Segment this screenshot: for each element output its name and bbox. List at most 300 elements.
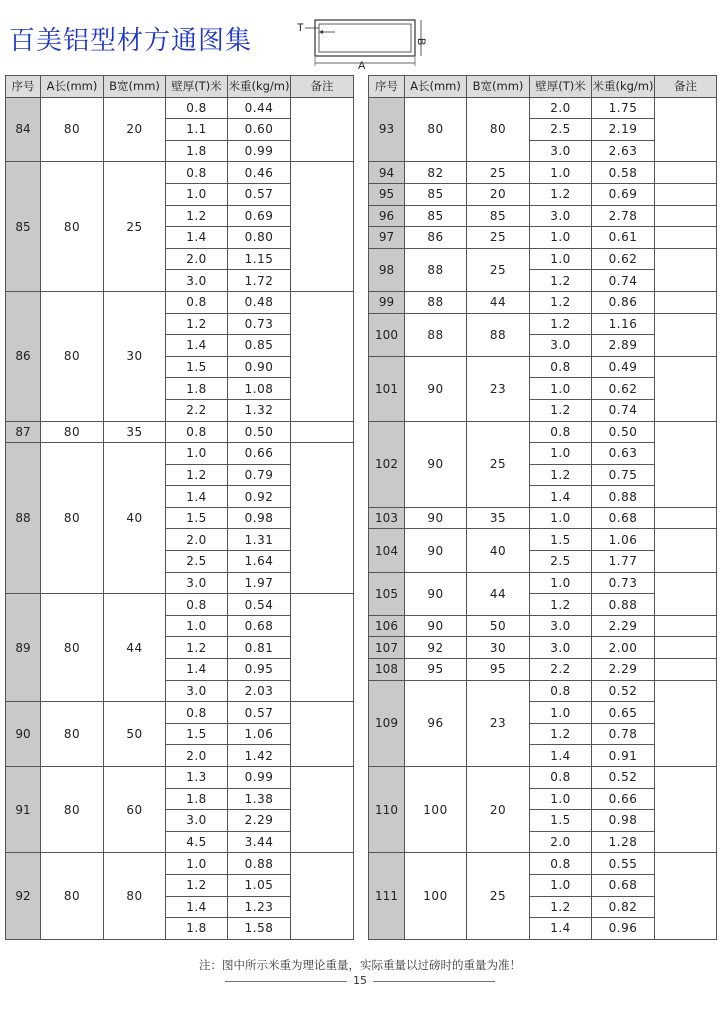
cell-thickness: 0.8 <box>166 421 228 443</box>
cell-weight: 0.69 <box>592 183 655 205</box>
cell-thickness: 1.2 <box>530 464 592 486</box>
cell-weight: 2.29 <box>592 615 655 637</box>
cell-weight: 1.77 <box>592 551 655 573</box>
cell-seq: 96 <box>369 205 405 227</box>
table-left-wrap <box>5 75 354 940</box>
header-weight: 米重(kg/m) <box>228 76 291 98</box>
cell-weight: 0.99 <box>228 140 291 162</box>
cell-a-length: 80 <box>41 767 104 853</box>
cell-weight: 2.03 <box>228 680 291 702</box>
cell-weight: 0.68 <box>228 615 291 637</box>
header-b-width: B宽(mm) <box>467 76 530 98</box>
cell-b-width: 44 <box>467 572 530 615</box>
cell-weight: 0.52 <box>592 767 655 789</box>
cell-remarks <box>655 615 717 637</box>
cell-remarks <box>655 248 717 291</box>
cell-thickness: 1.2 <box>530 183 592 205</box>
cell-thickness: 0.8 <box>166 702 228 724</box>
table-row <box>6 291 354 313</box>
header-weight: 米重(kg/m) <box>592 76 655 98</box>
cell-seq: 103 <box>369 507 405 529</box>
cell-weight: 0.68 <box>592 507 655 529</box>
table-row <box>369 421 717 443</box>
cell-thickness: 1.0 <box>530 162 592 184</box>
cell-weight: 0.66 <box>228 443 291 465</box>
cell-thickness: 2.0 <box>166 248 228 270</box>
cell-a-length: 88 <box>405 313 467 356</box>
cell-thickness: 3.0 <box>530 615 592 637</box>
cell-weight: 1.38 <box>228 788 291 810</box>
cell-b-width: 25 <box>104 162 166 292</box>
cell-thickness: 1.4 <box>530 745 592 767</box>
cell-thickness: 1.2 <box>166 874 228 896</box>
cell-thickness: 1.0 <box>530 507 592 529</box>
cell-seq: 92 <box>6 853 41 939</box>
cell-thickness: 1.2 <box>166 464 228 486</box>
cell-weight: 0.80 <box>228 227 291 249</box>
cell-seq: 98 <box>369 248 405 291</box>
cell-a-length: 90 <box>405 356 467 421</box>
cell-weight: 1.06 <box>592 529 655 551</box>
cell-weight: 0.85 <box>228 335 291 357</box>
cell-thickness: 1.4 <box>530 486 592 508</box>
cell-b-width: 30 <box>467 637 530 659</box>
cell-thickness: 1.2 <box>530 896 592 918</box>
table-header-row <box>6 76 354 98</box>
cell-weight: 0.78 <box>592 723 655 745</box>
cell-remarks <box>655 313 717 356</box>
cell-weight: 0.54 <box>228 594 291 616</box>
cell-thickness: 1.2 <box>530 399 592 421</box>
cell-a-length: 80 <box>41 162 104 292</box>
cell-thickness: 1.0 <box>166 443 228 465</box>
table-row <box>6 767 354 789</box>
table-row <box>6 443 354 465</box>
table-row <box>369 637 717 659</box>
cell-weight: 0.96 <box>592 918 655 940</box>
cell-weight: 0.68 <box>592 874 655 896</box>
page-rule-right <box>373 981 495 982</box>
header-remarks: 备注 <box>291 76 354 98</box>
cell-weight: 0.49 <box>592 356 655 378</box>
cell-thickness: 0.8 <box>166 162 228 184</box>
cell-weight: 0.57 <box>228 702 291 724</box>
cell-seq: 87 <box>6 421 41 443</box>
cell-weight: 1.05 <box>228 874 291 896</box>
page-number: 15 <box>353 974 367 987</box>
cell-remarks <box>291 702 354 767</box>
cell-thickness: 0.8 <box>530 356 592 378</box>
cell-thickness: 1.4 <box>166 227 228 249</box>
cell-b-width: 25 <box>467 421 530 507</box>
table-row <box>6 162 354 184</box>
table-row <box>6 421 354 443</box>
cell-seq: 99 <box>369 291 405 313</box>
cell-thickness: 1.2 <box>166 205 228 227</box>
cell-thickness: 1.0 <box>530 227 592 249</box>
cell-a-length: 95 <box>405 659 467 681</box>
cell-thickness: 3.0 <box>166 270 228 292</box>
cell-seq: 86 <box>6 291 41 421</box>
table-row <box>369 507 717 529</box>
cell-b-width: 35 <box>467 507 530 529</box>
cell-weight: 0.60 <box>228 119 291 141</box>
cell-seq: 97 <box>369 227 405 249</box>
cell-seq: 88 <box>6 443 41 594</box>
cell-weight: 0.69 <box>228 205 291 227</box>
cell-thickness: 1.0 <box>530 378 592 400</box>
cell-seq: 85 <box>6 162 41 292</box>
cell-remarks <box>655 162 717 184</box>
cell-weight: 0.99 <box>228 767 291 789</box>
cell-thickness: 1.5 <box>166 356 228 378</box>
cell-thickness: 1.0 <box>166 183 228 205</box>
cell-weight: 1.42 <box>228 745 291 767</box>
table-row <box>369 572 717 594</box>
page-rule-left <box>225 981 347 982</box>
cell-a-length: 85 <box>405 183 467 205</box>
header-thickness: 壁厚(T)米 <box>166 76 228 98</box>
cell-weight: 2.19 <box>592 119 655 141</box>
cell-b-width: 30 <box>104 291 166 421</box>
cell-a-length: 90 <box>405 615 467 637</box>
cell-remarks <box>291 421 354 443</box>
cell-b-width: 60 <box>104 767 166 853</box>
header-remarks: 备注 <box>655 76 717 98</box>
cell-weight: 0.90 <box>228 356 291 378</box>
cell-weight: 0.98 <box>592 810 655 832</box>
cell-thickness: 1.0 <box>530 702 592 724</box>
cell-seq: 90 <box>6 702 41 767</box>
cell-b-width: 40 <box>104 443 166 594</box>
cell-b-width: 25 <box>467 162 530 184</box>
cell-thickness: 2.2 <box>166 399 228 421</box>
cell-thickness: 1.0 <box>530 248 592 270</box>
cell-weight: 2.29 <box>592 659 655 681</box>
cell-remarks <box>655 529 717 572</box>
cell-remarks <box>655 853 717 939</box>
cell-weight: 0.63 <box>592 443 655 465</box>
cell-thickness: 2.0 <box>530 97 592 119</box>
cell-thickness: 1.2 <box>166 637 228 659</box>
cell-thickness: 1.2 <box>166 313 228 335</box>
cell-b-width: 20 <box>467 183 530 205</box>
cell-a-length: 90 <box>405 421 467 507</box>
cell-a-length: 82 <box>405 162 467 184</box>
cell-a-length: 100 <box>405 767 467 853</box>
cell-thickness: 1.5 <box>166 723 228 745</box>
cell-weight: 1.28 <box>592 831 655 853</box>
cell-a-length: 80 <box>41 853 104 939</box>
cell-thickness: 0.8 <box>530 421 592 443</box>
cell-weight: 1.06 <box>228 723 291 745</box>
cell-thickness: 1.1 <box>166 119 228 141</box>
cell-remarks <box>655 97 717 162</box>
cell-thickness: 2.2 <box>530 659 592 681</box>
cell-seq: 107 <box>369 637 405 659</box>
cell-weight: 1.97 <box>228 572 291 594</box>
cell-a-length: 90 <box>405 507 467 529</box>
cell-remarks <box>291 594 354 702</box>
header-seq: 序号 <box>369 76 405 98</box>
table-row <box>369 291 717 313</box>
table-row <box>369 227 717 249</box>
profile-diagram <box>290 14 430 70</box>
cell-a-length: 80 <box>41 421 104 443</box>
b-label: B <box>415 38 427 46</box>
cell-weight: 1.75 <box>592 97 655 119</box>
table-row <box>369 853 717 875</box>
cell-weight: 2.29 <box>228 810 291 832</box>
cell-thickness: 1.4 <box>166 335 228 357</box>
cell-b-width: 23 <box>467 356 530 421</box>
cell-seq: 106 <box>369 615 405 637</box>
cell-a-length: 80 <box>41 702 104 767</box>
cell-weight: 0.46 <box>228 162 291 184</box>
cell-thickness: 1.0 <box>166 615 228 637</box>
cell-b-width: 88 <box>467 313 530 356</box>
cell-b-width: 85 <box>467 205 530 227</box>
cell-weight: 0.88 <box>228 853 291 875</box>
cell-weight: 0.50 <box>228 421 291 443</box>
cell-seq: 89 <box>6 594 41 702</box>
table-row <box>369 97 717 119</box>
cell-weight: 3.44 <box>228 831 291 853</box>
cell-b-width: 50 <box>104 702 166 767</box>
table-right-wrap <box>368 75 717 940</box>
cell-weight: 0.58 <box>592 162 655 184</box>
cell-weight: 0.44 <box>228 97 291 119</box>
header-b-width: B宽(mm) <box>104 76 166 98</box>
cell-thickness: 0.8 <box>530 680 592 702</box>
cell-thickness: 1.8 <box>166 378 228 400</box>
table-row <box>6 594 354 616</box>
table-row <box>369 659 717 681</box>
cell-a-length: 80 <box>41 97 104 162</box>
footnote: 注：图中所示米重为理论重量，实际重量以过磅时的重量为准！ <box>199 958 521 972</box>
table-row <box>369 183 717 205</box>
cell-weight: 0.52 <box>592 680 655 702</box>
cell-a-length: 96 <box>405 680 467 766</box>
cell-weight: 0.48 <box>228 291 291 313</box>
cell-weight: 2.00 <box>592 637 655 659</box>
t-arrow-head <box>319 30 323 34</box>
cell-seq: 110 <box>369 767 405 853</box>
cell-weight: 2.63 <box>592 140 655 162</box>
a-label: A <box>358 60 366 70</box>
cell-remarks <box>655 637 717 659</box>
cell-seq: 95 <box>369 183 405 205</box>
cell-a-length: 90 <box>405 529 467 572</box>
cell-seq: 100 <box>369 313 405 356</box>
cell-remarks <box>655 227 717 249</box>
cell-thickness: 1.3 <box>166 767 228 789</box>
cell-weight: 0.65 <box>592 702 655 724</box>
cell-remarks <box>655 572 717 615</box>
cell-weight: 0.98 <box>228 507 291 529</box>
profile-outer <box>315 20 415 56</box>
cell-weight: 0.73 <box>228 313 291 335</box>
cell-weight: 0.91 <box>592 745 655 767</box>
cell-b-width: 95 <box>467 659 530 681</box>
cell-thickness: 2.0 <box>166 529 228 551</box>
cell-weight: 1.58 <box>228 918 291 940</box>
cell-thickness: 1.0 <box>530 874 592 896</box>
header-seq: 序号 <box>6 76 41 98</box>
cell-weight: 0.61 <box>592 227 655 249</box>
cell-remarks <box>291 97 354 162</box>
cell-weight: 0.62 <box>592 248 655 270</box>
cell-thickness: 3.0 <box>166 680 228 702</box>
cell-thickness: 0.8 <box>166 291 228 313</box>
cell-a-length: 100 <box>405 853 467 939</box>
cell-weight: 1.32 <box>228 399 291 421</box>
cell-seq: 101 <box>369 356 405 421</box>
cell-a-length: 80 <box>41 594 104 702</box>
cell-thickness: 1.5 <box>166 507 228 529</box>
cell-a-length: 92 <box>405 637 467 659</box>
cell-seq: 84 <box>6 97 41 162</box>
cell-thickness: 1.4 <box>166 896 228 918</box>
cell-thickness: 3.0 <box>530 205 592 227</box>
cell-b-width: 40 <box>467 529 530 572</box>
table-header-row <box>369 76 717 98</box>
cell-b-width: 44 <box>104 594 166 702</box>
cell-b-width: 50 <box>467 615 530 637</box>
cell-weight: 0.74 <box>592 270 655 292</box>
cell-weight: 0.88 <box>592 594 655 616</box>
cell-remarks <box>655 291 717 313</box>
cell-thickness: 0.8 <box>166 594 228 616</box>
cell-remarks <box>291 767 354 853</box>
cell-remarks <box>291 291 354 421</box>
cell-weight: 1.08 <box>228 378 291 400</box>
cell-thickness: 0.8 <box>530 853 592 875</box>
cell-thickness: 2.5 <box>530 551 592 573</box>
table-row <box>369 313 717 335</box>
cell-remarks <box>655 767 717 853</box>
cell-weight: 1.64 <box>228 551 291 573</box>
cell-seq: 111 <box>369 853 405 939</box>
cell-weight: 2.78 <box>592 205 655 227</box>
cell-thickness: 3.0 <box>166 810 228 832</box>
cell-thickness: 2.0 <box>166 745 228 767</box>
cell-thickness: 0.8 <box>166 97 228 119</box>
cell-weight: 0.88 <box>592 486 655 508</box>
table-row <box>369 615 717 637</box>
cell-a-length: 88 <box>405 291 467 313</box>
cell-weight: 0.79 <box>228 464 291 486</box>
header-a-length: A长(mm) <box>41 76 104 98</box>
cell-weight: 0.55 <box>592 853 655 875</box>
cell-weight: 0.95 <box>228 659 291 681</box>
cell-thickness: 1.2 <box>530 291 592 313</box>
cell-thickness: 3.0 <box>530 335 592 357</box>
cell-thickness: 1.4 <box>530 918 592 940</box>
cell-seq: 93 <box>369 97 405 162</box>
cell-a-length: 80 <box>41 443 104 594</box>
cell-a-length: 90 <box>405 572 467 615</box>
table-row <box>369 356 717 378</box>
table-row <box>369 680 717 702</box>
table-body-right <box>369 97 717 939</box>
cell-b-width: 80 <box>104 853 166 939</box>
cell-remarks <box>291 853 354 939</box>
cell-thickness: 3.0 <box>530 637 592 659</box>
cell-thickness: 4.5 <box>166 831 228 853</box>
table-row <box>6 702 354 724</box>
cell-thickness: 1.2 <box>530 594 592 616</box>
cell-weight: 0.62 <box>592 378 655 400</box>
cell-thickness: 1.0 <box>166 853 228 875</box>
cell-seq: 109 <box>369 680 405 766</box>
cell-a-length: 88 <box>405 248 467 291</box>
cell-thickness: 1.2 <box>530 270 592 292</box>
cell-a-length: 85 <box>405 205 467 227</box>
cell-remarks <box>655 356 717 421</box>
cell-remarks <box>655 421 717 507</box>
cell-thickness: 1.2 <box>530 313 592 335</box>
cell-seq: 91 <box>6 767 41 853</box>
cell-a-length: 86 <box>405 227 467 249</box>
cell-thickness: 1.5 <box>530 529 592 551</box>
cell-thickness: 1.0 <box>530 788 592 810</box>
table-body-left <box>6 97 354 939</box>
cell-thickness: 1.2 <box>530 723 592 745</box>
cell-thickness: 1.8 <box>166 918 228 940</box>
header-a-length: A长(mm) <box>405 76 467 98</box>
cell-b-width: 44 <box>467 291 530 313</box>
cell-remarks <box>655 183 717 205</box>
cell-b-width: 25 <box>467 248 530 291</box>
cell-a-length: 80 <box>405 97 467 162</box>
table-row <box>369 205 717 227</box>
cell-seq: 104 <box>369 529 405 572</box>
page-number-line <box>0 974 720 987</box>
cell-weight: 1.15 <box>228 248 291 270</box>
cell-weight: 0.73 <box>592 572 655 594</box>
cell-remarks <box>291 162 354 292</box>
cell-thickness: 3.0 <box>530 140 592 162</box>
cell-weight: 1.72 <box>228 270 291 292</box>
cell-weight: 0.66 <box>592 788 655 810</box>
cell-weight: 2.89 <box>592 335 655 357</box>
cell-weight: 1.31 <box>228 529 291 551</box>
table-row <box>369 248 717 270</box>
cell-thickness: 0.8 <box>530 767 592 789</box>
page-title: 百美铝型材方通图集 <box>9 26 253 56</box>
cell-thickness: 1.8 <box>166 788 228 810</box>
cell-thickness: 2.0 <box>530 831 592 853</box>
cell-b-width: 20 <box>104 97 166 162</box>
cell-weight: 0.82 <box>592 896 655 918</box>
cell-a-length: 80 <box>41 291 104 421</box>
cell-weight: 0.81 <box>228 637 291 659</box>
cell-thickness: 1.4 <box>166 659 228 681</box>
cell-seq: 105 <box>369 572 405 615</box>
cell-weight: 1.16 <box>592 313 655 335</box>
table-row <box>369 529 717 551</box>
cell-b-width: 35 <box>104 421 166 443</box>
cell-remarks <box>291 443 354 594</box>
cell-thickness: 2.5 <box>166 551 228 573</box>
profile-inner <box>319 24 411 52</box>
t-label: T <box>297 22 304 34</box>
cell-b-width: 80 <box>467 97 530 162</box>
spec-table-left <box>5 75 354 940</box>
spec-table-right <box>368 75 717 940</box>
cell-weight: 0.75 <box>592 464 655 486</box>
